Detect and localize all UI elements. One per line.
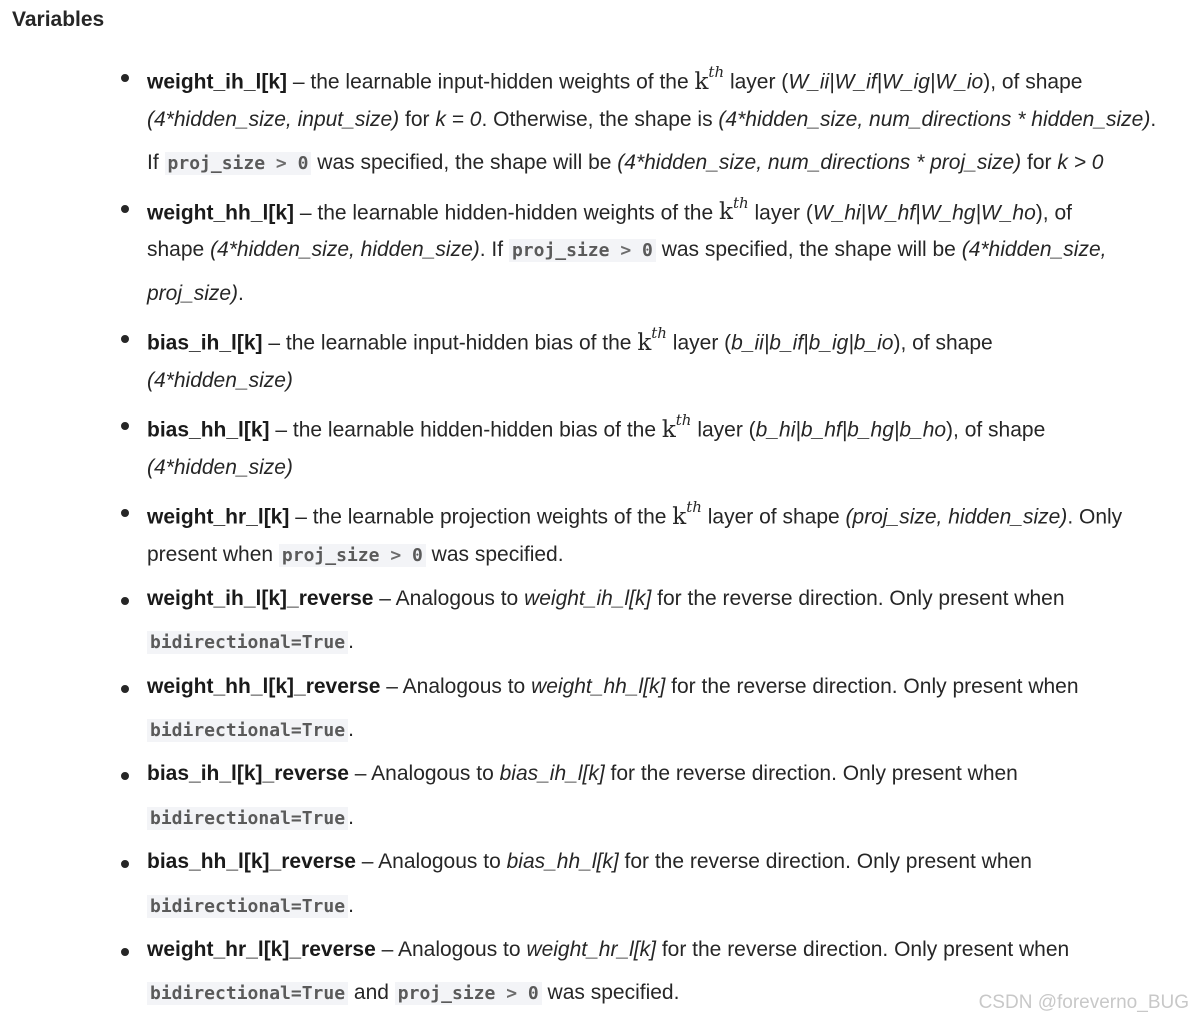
inline-code: bidirectional=True: [147, 895, 348, 918]
shape-expr: (proj_size, hidden_size): [845, 505, 1068, 529]
inline-code: proj_size > 0: [279, 544, 426, 567]
list-item: bias_ih_l[k]_reverse – Analogous to bias_ih_l[k] for the reverse direction. Only present when bidirectional=True .: [0, 752, 1195, 839]
reference-name: weight_hh_l[k]: [531, 674, 666, 698]
gate-biases: b_ii|b_if|b_ig|b_io: [731, 331, 894, 355]
list-item: weight_hr_l[k]_reverse – Analogous to weight_hr_l[k] for the reverse direction. Only present when bidirectional=True and proj_size > 0 was specified.: [0, 928, 1195, 1015]
shape-expr: proj_size): [147, 281, 239, 305]
list-item: bias_ih_l[k] – the learnable input-hidden bias of the $k^{th}$ layer (b_ii|b_if|b_ig|b_io), of shape (4*hidden_size): [0, 315, 1195, 402]
reference-name: weight_hr_l[k]: [526, 937, 656, 961]
list-item: weight_hh_l[k]_reverse – Analogous to weight_hh_l[k] for the reverse direction. Only present when bidirectional=True .: [0, 665, 1195, 752]
shape-expr: (4*hidden_size, num_directions * proj_size): [617, 151, 1022, 174]
shape-expr: (4*hidden_size, num_directions * hidden_size): [718, 107, 1151, 131]
inline-code: proj_size > 0: [165, 152, 312, 175]
shape-expr: (4*hidden_size, input_size): [147, 107, 400, 131]
gate-biases: b_hi|b_hf|b_hg|b_ho: [755, 418, 947, 442]
inline-code: proj_size > 0: [395, 982, 542, 1005]
bullet: [121, 205, 129, 213]
list-item: weight_ih_l[k] – the learnable input-hidden weights of the $k^{th}$ layer (W_ii|W_if|W_ig|W_io), of shape (4*hidden_size, input_size) for k = 0. Otherwise, the shape is (4*hidden_size, num_directions * hidden_size). If proj_size > 0 was specified, the shape will be (4*hidden_size, num_directions * proj_size) for k > 0: [0, 54, 1195, 185]
shape-expr: (4*hidden_size, hidden_size): [210, 238, 480, 261]
math-k-th: $k^{th}$: [637, 324, 667, 356]
shape-expr: (4*hidden_size,: [961, 238, 1107, 261]
condition: k = 0: [435, 107, 482, 131]
list-item: weight_hr_l[k] – the learnable projection weights of the $k^{th}$ layer of shape (proj_size, hidden_size). Only present when proj_size > 0 was specified.: [0, 489, 1195, 576]
variable-name: bias_hh_l[k]_reverse: [147, 850, 356, 874]
inline-code: bidirectional=True: [147, 631, 348, 654]
list-item: weight_hh_l[k] – the learnable hidden-hidden weights of the $k^{th}$ layer (W_hi|W_hf|W_hg|W_ho), of shape (4*hidden_size, hidden_size). If proj_size > 0 was specified, the shape will be (4*hidden_size, proj_size).: [0, 185, 1195, 316]
math-k-th: $k^{th}$: [661, 411, 692, 443]
inline-code: bidirectional=True: [147, 982, 348, 1005]
variable-name: bias_ih_l[k]: [147, 331, 263, 355]
variable-name: weight_ih_l[k]_reverse: [147, 586, 374, 610]
bullet: [121, 948, 129, 956]
inline-code: proj_size > 0: [509, 239, 656, 262]
shape-expr: (4*hidden_size): [147, 368, 293, 392]
watermark: CSDN @foreverno_BUG: [978, 992, 1189, 1013]
inline-code: bidirectional=True: [147, 719, 348, 742]
variable-name: bias_hh_l[k]: [147, 418, 270, 442]
bullet: [121, 74, 129, 82]
variable-name: weight_hh_l[k]: [147, 201, 295, 225]
variable-name: weight_ih_l[k]: [147, 70, 288, 94]
inline-code: bidirectional=True: [147, 807, 348, 830]
bullet: [121, 509, 129, 517]
bullet: [121, 772, 129, 780]
reference-name: bias_hh_l[k]: [506, 850, 619, 874]
math-k-th: $k^{th}$: [694, 63, 725, 95]
gate-weights: W_hi|W_hf|W_hg|W_ho: [812, 201, 1036, 225]
list-item: bias_hh_l[k] – the learnable hidden-hidden bias of the $k^{th}$ layer (b_hi|b_hf|b_hg|b_ho), of shape (4*hidden_size): [0, 402, 1195, 489]
variable-name: bias_ih_l[k]_reverse: [147, 762, 349, 786]
list-item: bias_hh_l[k]_reverse – Analogous to bias_hh_l[k] for the reverse direction. Only present when bidirectional=True .: [0, 840, 1195, 927]
math-k-th: $k^{th}$: [672, 498, 702, 530]
section-heading: Variables: [12, 8, 105, 31]
gate-weights: W_ii|W_if|W_ig|W_io: [788, 70, 984, 94]
variables-list: [0, 54, 1195, 1015]
shape-expr: (4*hidden_size): [147, 455, 293, 479]
bullet: [121, 860, 129, 868]
bullet: [121, 335, 129, 343]
reference-name: bias_ih_l[k]: [499, 762, 605, 786]
variable-name: weight_hr_l[k]: [147, 505, 290, 529]
bullet: [121, 422, 129, 430]
condition: k > 0: [1057, 151, 1104, 174]
reference-name: weight_ih_l[k]: [524, 586, 652, 610]
variable-name: weight_hr_l[k]_reverse: [147, 937, 376, 961]
bullet: [121, 597, 129, 605]
list-item: weight_ih_l[k]_reverse – Analogous to weight_ih_l[k] for the reverse direction. Only present when bidirectional=True .: [0, 577, 1195, 664]
math-k-th: $k^{th}$: [719, 193, 749, 226]
bullet: [121, 685, 129, 693]
variable-name: weight_hh_l[k]_reverse: [147, 674, 381, 698]
